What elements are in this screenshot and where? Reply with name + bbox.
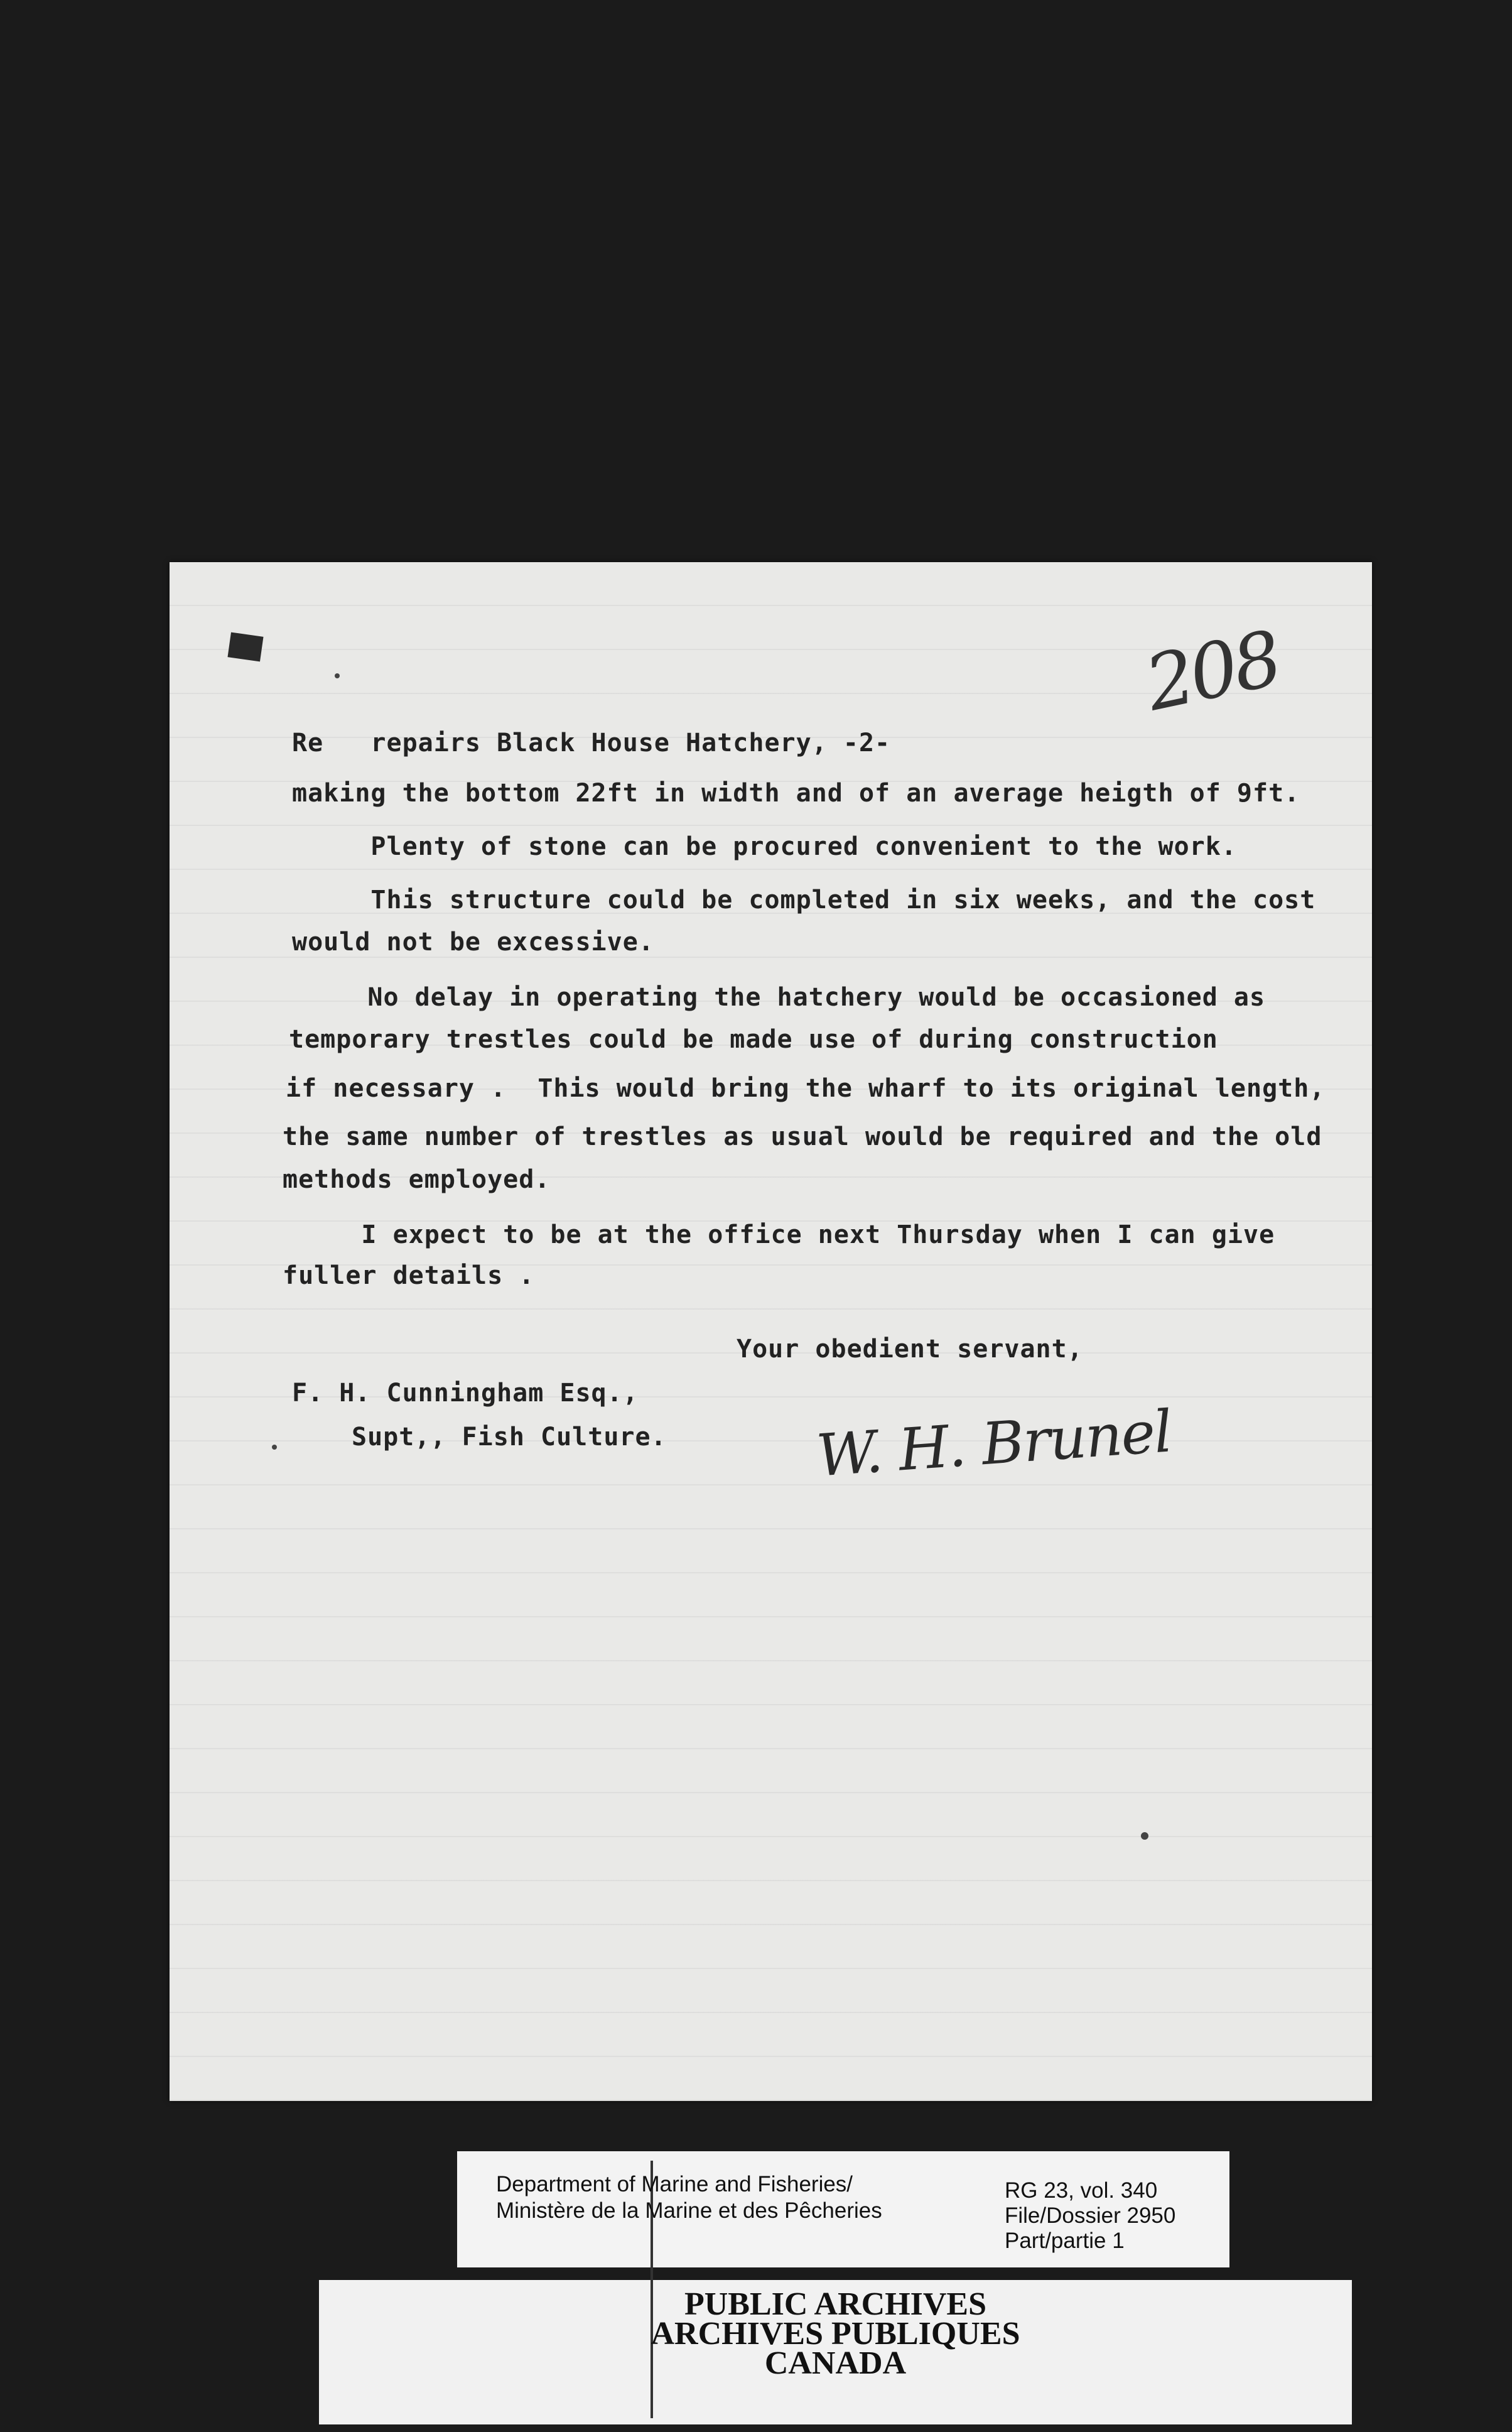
letter-line: No delay in operating the hatchery would be occasioned as <box>289 983 1266 1012</box>
addressee-name: F. H. Cunningham Esq., <box>292 1379 639 1408</box>
letter-line: Plenty of stone can be procured convenient to the work. <box>292 832 1237 861</box>
department-fr: Ministère de la Marine et des Pêcheries <box>496 2198 882 2223</box>
reference-part: Part/partie 1 <box>1005 2228 1125 2253</box>
reference-rg: RG 23, vol. 340 <box>1005 2178 1158 2203</box>
department-en: Department of Marine and Fisheries/ <box>496 2172 853 2196</box>
letter-line: temporary trestles could be made use of during construction <box>289 1025 1218 1054</box>
letter-line: would not be excessive. <box>292 928 654 957</box>
archive-name-fr: ARCHIVES PUBLIQUES <box>651 2316 1020 2352</box>
letter-line: This structure could be completed in six weeks, and the cost <box>292 886 1316 915</box>
letter-line: the same number of trestles as usual would be required and the old <box>283 1122 1322 1151</box>
closing: Your obedient servant, <box>737 1335 1083 1364</box>
letter-line: methods employed. <box>283 1165 551 1194</box>
reference-file: File/Dossier 2950 <box>1005 2203 1176 2228</box>
letter-line: fuller details . <box>283 1261 535 1290</box>
ink-dot <box>272 1445 277 1450</box>
letter-heading: Re repairs Black House Hatchery, -2- <box>292 729 891 757</box>
addressee-title: Supt,, Fish Culture. <box>352 1423 667 1452</box>
letter-page <box>170 562 1372 2101</box>
signature: W. H. Brunel <box>814 1398 1174 1490</box>
page-number: 208 <box>1138 615 1287 729</box>
letter-line: making the bottom 22ft in width and of an average heigth of 9ft. <box>292 779 1300 808</box>
letter-line: I expect to be at the office next Thursday when I can give <box>283 1220 1275 1249</box>
archive-country: CANADA <box>764 2345 907 2381</box>
ink-dot <box>335 673 340 678</box>
archive-name-en: PUBLIC ARCHIVES <box>684 2286 987 2322</box>
ink-dot <box>1141 1832 1148 1840</box>
letter-line: if necessary . This would bring the wharf to its original length, <box>286 1074 1326 1103</box>
ink-mark <box>227 632 263 662</box>
